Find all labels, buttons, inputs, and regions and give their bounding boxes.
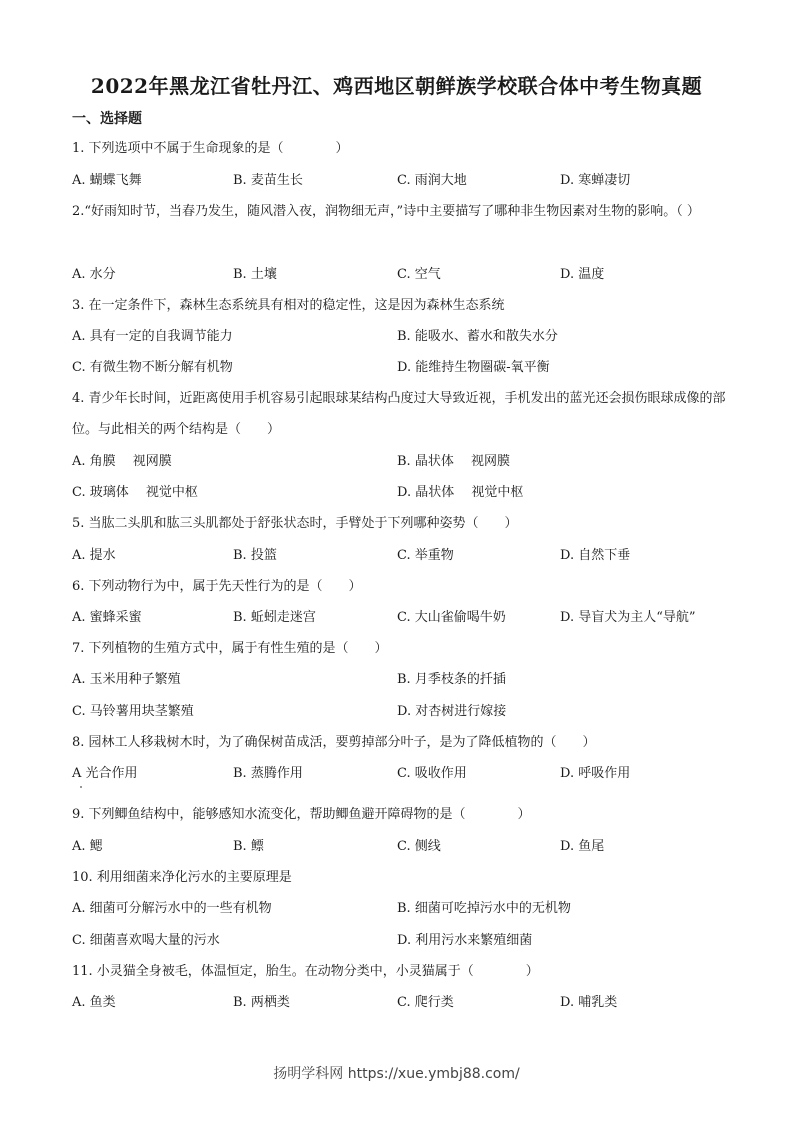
option-c: C. 细菌喜欢喝大量的污水	[72, 933, 220, 948]
option-d: D. 鱼尾	[560, 839, 605, 854]
question-stem: 5. 当肱二头肌和肱三头肌都处于舒张状态时，手臂处于下列哪种姿势（ ）	[72, 516, 518, 531]
question-stem: 1. 下列选项中不属于生命现象的是（ ）	[72, 141, 349, 156]
option-d: D. 能维持生物圈碳-氧平衡	[397, 360, 550, 375]
option-b: B. 麦苗生长	[233, 173, 303, 188]
option-b: B. 投篮	[233, 548, 277, 563]
option-a: A. 具有一定的自我调节能力	[72, 329, 233, 344]
option-c: C. 举重物	[397, 548, 454, 563]
option-c: C. 雨润大地	[397, 173, 467, 188]
page-footer: 扬明学科网 https://xue.ymbj88.com/	[273, 1066, 520, 1082]
option-c: C. 马铃薯用块茎繁殖	[72, 704, 194, 719]
question-stem: 4. 青少年长时间，近距离使用手机容易引起眼球某结构凸度过大导致近视，手机发出的蓝光还会损伤眼球成像的部位。与此相关的两个结构是（ ）	[72, 391, 726, 437]
option-c: C. 空气	[397, 267, 441, 282]
scan-speck	[80, 786, 82, 788]
option-b: B. 土壤	[233, 267, 277, 282]
option-c: C. 侧线	[397, 839, 441, 854]
option-a: A. 细菌可分解污水中的一些有机物	[72, 901, 272, 916]
option-a: A. 水分	[72, 267, 116, 282]
option-a: A. 鳃	[72, 839, 103, 854]
option-d: D. 寒蝉凄切	[560, 173, 631, 188]
option-d: D. 利用污水来繁殖细菌	[397, 933, 533, 948]
page-title: 2022年黑龙江省牡丹江、鸡西地区朝鲜族学校联合体中考生物真题	[90, 74, 703, 98]
option-b: B. 晶状体 视网膜	[397, 454, 510, 469]
option-c: C. 爬行类	[397, 995, 454, 1010]
question-stem: 10. 利用细菌来净化污水的主要原理是	[72, 870, 292, 885]
option-b: B. 蒸腾作用	[233, 766, 303, 781]
option-b: B. 两栖类	[233, 995, 290, 1010]
option-b: B. 能吸水、蓄水和散失水分	[397, 329, 558, 344]
question-stem: 6. 下列动物行为中，属于先天性行为的是（ ）	[72, 579, 362, 594]
option-a: A. 玉米用种子繁殖	[72, 672, 181, 687]
option-b: B. 月季枝条的扦插	[397, 672, 506, 687]
option-d: D. 对杏树进行嫁接	[397, 704, 507, 719]
option-d: D. 哺乳类	[560, 995, 618, 1010]
question-stem: 11. 小灵猫全身被毛，体温恒定，胎生。在动物分类中，小灵猫属于（ ）	[72, 964, 539, 979]
option-d: D. 晶状体 视觉中枢	[397, 485, 524, 500]
question-stem: 3. 在一定条件下，森林生态系统具有相对的稳定性，这是因为森林生态系统	[72, 298, 505, 313]
option-a: A. 鱼类	[72, 995, 116, 1010]
option-c: C. 吸收作用	[397, 766, 467, 781]
option-d: D. 呼吸作用	[560, 766, 631, 781]
option-c: C. 玻璃体 视觉中枢	[72, 485, 198, 500]
option-b: B. 蚯蚓走迷宫	[233, 610, 316, 625]
question-stem: 8. 园林工人移栽树木时，为了确保树苗成活，要剪掉部分叶子，是为了降低植物的（ ）	[72, 735, 596, 750]
option-d: D. 导盲犬为主人“导航”	[560, 610, 696, 625]
option-a: A 光合作用	[72, 766, 138, 781]
option-d: D. 温度	[560, 267, 605, 282]
section-heading: 一、选择题	[72, 111, 142, 127]
option-c: C. 大山雀偷喝牛奶	[397, 610, 506, 625]
option-a: A. 角膜 视网膜	[72, 454, 172, 469]
question-stem: 2.“好雨知时节，当春乃发生，随风潜入夜，润物细无声，”诗中主要描写了哪种非生物因素对生物的影响。（ ）	[72, 204, 700, 219]
question-stem: 9. 下列鲫鱼结构中，能够感知水流变化，帮助鲫鱼避开障碍物的是（ ）	[72, 807, 531, 822]
option-a: A. 蝴蝶飞舞	[72, 173, 142, 188]
option-a: A. 蜜蜂采蜜	[72, 610, 142, 625]
option-b: B. 鳔	[233, 839, 264, 854]
option-b: B. 细菌可吃掉污水中的无机物	[397, 901, 571, 916]
option-c: C. 有微生物不断分解有机物	[72, 360, 233, 375]
option-d: D. 自然下垂	[560, 548, 631, 563]
option-a: A. 提水	[72, 548, 116, 563]
question-stem: 7. 下列植物的生殖方式中，属于有性生殖的是（ ）	[72, 641, 388, 656]
